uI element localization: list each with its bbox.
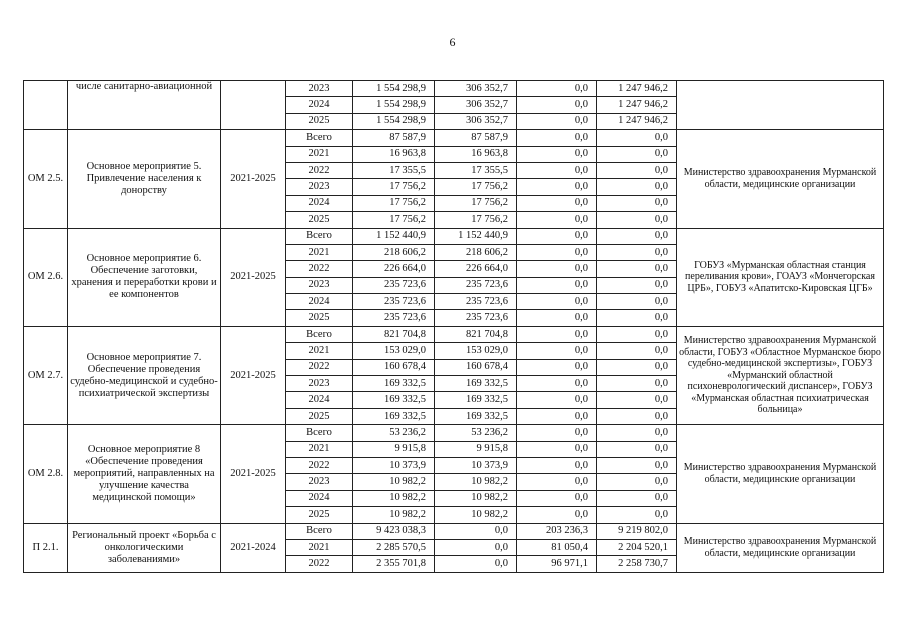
federal-cell: 0,0 xyxy=(517,179,597,195)
year-cell: 2022 xyxy=(286,261,353,277)
federal-cell: 0,0 xyxy=(517,113,597,129)
year-cell: 2024 xyxy=(286,97,353,113)
year-cell: 2025 xyxy=(286,408,353,424)
federal-cell: 0,0 xyxy=(517,146,597,162)
total-cell: 10 373,9 xyxy=(353,457,435,473)
name-cell: числе санитарно-авиационной xyxy=(68,81,221,130)
year-cell: 2024 xyxy=(286,392,353,408)
regional-cell: 0,0 xyxy=(435,539,517,555)
org-cell: ГОБУЗ «Мурманская областная станция переливания крови», ГОАУЗ «Мончегорская ЦРБ», ГОБУЗ «Апатитско-Кировская ЦГБ» xyxy=(677,228,884,326)
other-cell: 0,0 xyxy=(597,507,677,523)
other-cell: 0,0 xyxy=(597,212,677,228)
regional-cell: 226 664,0 xyxy=(435,261,517,277)
regional-cell: 821 704,8 xyxy=(435,326,517,342)
org-cell xyxy=(677,81,884,130)
total-cell: 235 723,6 xyxy=(353,294,435,310)
total-cell: 1 554 298,9 xyxy=(353,81,435,97)
other-cell: 0,0 xyxy=(597,376,677,392)
table-row xyxy=(24,228,884,244)
federal-cell: 0,0 xyxy=(517,228,597,244)
federal-cell: 0,0 xyxy=(517,261,597,277)
federal-cell: 96 971,1 xyxy=(517,556,597,572)
federal-cell: 81 050,4 xyxy=(517,539,597,555)
federal-cell: 0,0 xyxy=(517,310,597,326)
period-cell: 2021-2025 xyxy=(221,130,286,228)
other-cell: 9 219 802,0 xyxy=(597,523,677,539)
year-cell: 2025 xyxy=(286,310,353,326)
code-cell xyxy=(24,81,68,130)
federal-cell: 0,0 xyxy=(517,490,597,506)
total-cell: 87 587,9 xyxy=(353,130,435,146)
period-cell: 2021-2025 xyxy=(221,425,286,523)
regional-cell: 306 352,7 xyxy=(435,113,517,129)
regional-cell: 1 152 440,9 xyxy=(435,228,517,244)
code-cell: ОМ 2.8. xyxy=(24,425,68,523)
regional-cell: 17 355,5 xyxy=(435,162,517,178)
regional-cell: 235 723,6 xyxy=(435,294,517,310)
other-cell: 1 247 946,2 xyxy=(597,81,677,97)
other-cell: 0,0 xyxy=(597,490,677,506)
other-cell: 0,0 xyxy=(597,343,677,359)
year-cell: 2022 xyxy=(286,162,353,178)
year-cell: Всего xyxy=(286,130,353,146)
regional-cell: 17 756,2 xyxy=(435,179,517,195)
year-cell: 2023 xyxy=(286,376,353,392)
regional-cell: 235 723,6 xyxy=(435,310,517,326)
regional-cell: 9 915,8 xyxy=(435,441,517,457)
code-cell: П 2.1. xyxy=(24,523,68,572)
federal-cell: 0,0 xyxy=(517,97,597,113)
federal-cell: 0,0 xyxy=(517,359,597,375)
year-cell: 2021 xyxy=(286,539,353,555)
name-cell: Основное мероприятие 6. Обеспечение заготовки, хранения и переработки крови и ее компонентов xyxy=(68,228,221,326)
regional-cell: 153 029,0 xyxy=(435,343,517,359)
other-cell: 0,0 xyxy=(597,441,677,457)
other-cell: 0,0 xyxy=(597,130,677,146)
year-cell: 2023 xyxy=(286,81,353,97)
org-cell: Министерство здравоохранения Мурманской области, медицинские организации xyxy=(677,425,884,523)
period-cell: 2021-2024 xyxy=(221,523,286,572)
table-row xyxy=(24,523,884,539)
total-cell: 17 355,5 xyxy=(353,162,435,178)
other-cell: 0,0 xyxy=(597,392,677,408)
year-cell: 2024 xyxy=(286,490,353,506)
page-number: 6 xyxy=(449,35,456,49)
total-cell: 2 355 701,8 xyxy=(353,556,435,572)
other-cell: 0,0 xyxy=(597,162,677,178)
period-cell xyxy=(221,81,286,130)
year-cell: 2021 xyxy=(286,441,353,457)
total-cell: 53 236,2 xyxy=(353,425,435,441)
name-cell: Основное мероприятие 8 «Обеспечение проведения мероприятий, направленных на улучшение качества медицинской помощи» xyxy=(68,425,221,523)
other-cell: 0,0 xyxy=(597,294,677,310)
federal-cell: 0,0 xyxy=(517,130,597,146)
federal-cell: 0,0 xyxy=(517,408,597,424)
federal-cell: 0,0 xyxy=(517,392,597,408)
year-cell: 2025 xyxy=(286,212,353,228)
federal-cell: 0,0 xyxy=(517,244,597,260)
federal-cell: 203 236,3 xyxy=(517,523,597,539)
total-cell: 169 332,5 xyxy=(353,392,435,408)
code-cell: ОМ 2.7. xyxy=(24,326,68,424)
other-cell: 0,0 xyxy=(597,277,677,293)
year-cell: Всего xyxy=(286,326,353,342)
regional-cell: 235 723,6 xyxy=(435,277,517,293)
other-cell: 0,0 xyxy=(597,310,677,326)
federal-cell: 0,0 xyxy=(517,81,597,97)
year-cell: 2021 xyxy=(286,146,353,162)
federal-cell: 0,0 xyxy=(517,507,597,523)
total-cell: 1 554 298,9 xyxy=(353,97,435,113)
total-cell: 218 606,2 xyxy=(353,244,435,260)
regional-cell: 0,0 xyxy=(435,523,517,539)
code-cell: ОМ 2.6. xyxy=(24,228,68,326)
regional-cell: 53 236,2 xyxy=(435,425,517,441)
total-cell: 226 664,0 xyxy=(353,261,435,277)
federal-cell: 0,0 xyxy=(517,425,597,441)
federal-cell: 0,0 xyxy=(517,457,597,473)
name-cell: Региональный проект «Борьба с онкологическими заболеваниями» xyxy=(68,523,221,572)
regional-cell: 169 332,5 xyxy=(435,376,517,392)
other-cell: 0,0 xyxy=(597,179,677,195)
total-cell: 9 915,8 xyxy=(353,441,435,457)
regional-cell: 10 982,2 xyxy=(435,490,517,506)
total-cell: 17 756,2 xyxy=(353,212,435,228)
other-cell: 0,0 xyxy=(597,408,677,424)
other-cell: 1 247 946,2 xyxy=(597,97,677,113)
table-row xyxy=(24,130,884,146)
regional-cell: 169 332,5 xyxy=(435,392,517,408)
other-cell: 0,0 xyxy=(597,146,677,162)
code-cell: ОМ 2.5. xyxy=(24,130,68,228)
federal-cell: 0,0 xyxy=(517,212,597,228)
regional-cell: 0,0 xyxy=(435,556,517,572)
federal-cell: 0,0 xyxy=(517,343,597,359)
other-cell: 0,0 xyxy=(597,244,677,260)
name-cell: Основное мероприятие 7. Обеспечение проведения судебно-медицинской и судебно-психиатрической экспертизы xyxy=(68,326,221,424)
other-cell: 1 247 946,2 xyxy=(597,113,677,129)
period-cell: 2021-2025 xyxy=(221,326,286,424)
regional-cell: 10 982,2 xyxy=(435,474,517,490)
table-row xyxy=(24,326,884,342)
year-cell: 2024 xyxy=(286,195,353,211)
other-cell: 0,0 xyxy=(597,195,677,211)
other-cell: 0,0 xyxy=(597,457,677,473)
regional-cell: 17 756,2 xyxy=(435,195,517,211)
regional-cell: 160 678,4 xyxy=(435,359,517,375)
other-cell: 0,0 xyxy=(597,359,677,375)
year-cell: 2025 xyxy=(286,113,353,129)
total-cell: 153 029,0 xyxy=(353,343,435,359)
total-cell: 2 285 570,5 xyxy=(353,539,435,555)
regional-cell: 10 982,2 xyxy=(435,507,517,523)
total-cell: 169 332,5 xyxy=(353,376,435,392)
period-cell: 2021-2025 xyxy=(221,228,286,326)
total-cell: 10 982,2 xyxy=(353,474,435,490)
federal-cell: 0,0 xyxy=(517,277,597,293)
year-cell: 2023 xyxy=(286,474,353,490)
total-cell: 821 704,8 xyxy=(353,326,435,342)
year-cell: 2022 xyxy=(286,359,353,375)
regional-cell: 16 963,8 xyxy=(435,146,517,162)
other-cell: 0,0 xyxy=(597,474,677,490)
year-cell: Всего xyxy=(286,425,353,441)
year-cell: 2022 xyxy=(286,457,353,473)
regional-cell: 306 352,7 xyxy=(435,97,517,113)
total-cell: 17 756,2 xyxy=(353,195,435,211)
regional-cell: 87 587,9 xyxy=(435,130,517,146)
year-cell: 2021 xyxy=(286,244,353,260)
other-cell: 2 204 520,1 xyxy=(597,539,677,555)
org-cell: Министерство здравоохранения Мурманской области, медицинские организации xyxy=(677,130,884,228)
total-cell: 1 554 298,9 xyxy=(353,113,435,129)
name-cell: Основное мероприятие 5. Привлечение населения к донорству xyxy=(68,130,221,228)
year-cell: Всего xyxy=(286,228,353,244)
regional-cell: 218 606,2 xyxy=(435,244,517,260)
total-cell: 235 723,6 xyxy=(353,277,435,293)
federal-cell: 0,0 xyxy=(517,195,597,211)
total-cell: 1 152 440,9 xyxy=(353,228,435,244)
other-cell: 2 258 730,7 xyxy=(597,556,677,572)
org-cell: Министерство здравоохранения Мурманской области, ГОБУЗ «Областное Мурманское бюро судебно-медицинской экспертизы», ГОБУЗ «Мурманский областной психоневрологический диспансер», ГОБУЗ «Мурманская областная психиатрическая больница» xyxy=(677,326,884,424)
total-cell: 235 723,6 xyxy=(353,310,435,326)
federal-cell: 0,0 xyxy=(517,294,597,310)
federal-cell: 0,0 xyxy=(517,326,597,342)
regional-cell: 17 756,2 xyxy=(435,212,517,228)
regional-cell: 169 332,5 xyxy=(435,408,517,424)
year-cell: 2025 xyxy=(286,507,353,523)
year-cell: 2023 xyxy=(286,179,353,195)
table-row xyxy=(24,425,884,441)
regional-cell: 10 373,9 xyxy=(435,457,517,473)
other-cell: 0,0 xyxy=(597,326,677,342)
other-cell: 0,0 xyxy=(597,228,677,244)
total-cell: 16 963,8 xyxy=(353,146,435,162)
table-row xyxy=(24,81,884,97)
total-cell: 10 982,2 xyxy=(353,490,435,506)
org-cell: Министерство здравоохранения Мурманской области, медицинские организации xyxy=(677,523,884,572)
year-cell: 2024 xyxy=(286,294,353,310)
total-cell: 10 982,2 xyxy=(353,507,435,523)
year-cell: 2022 xyxy=(286,556,353,572)
federal-cell: 0,0 xyxy=(517,162,597,178)
year-cell: Всего xyxy=(286,523,353,539)
federal-cell: 0,0 xyxy=(517,376,597,392)
federal-cell: 0,0 xyxy=(517,441,597,457)
total-cell: 9 423 038,3 xyxy=(353,523,435,539)
year-cell: 2023 xyxy=(286,277,353,293)
other-cell: 0,0 xyxy=(597,261,677,277)
total-cell: 17 756,2 xyxy=(353,179,435,195)
year-cell: 2021 xyxy=(286,343,353,359)
funding-table xyxy=(23,80,884,573)
federal-cell: 0,0 xyxy=(517,474,597,490)
total-cell: 160 678,4 xyxy=(353,359,435,375)
other-cell: 0,0 xyxy=(597,425,677,441)
total-cell: 169 332,5 xyxy=(353,408,435,424)
regional-cell: 306 352,7 xyxy=(435,81,517,97)
